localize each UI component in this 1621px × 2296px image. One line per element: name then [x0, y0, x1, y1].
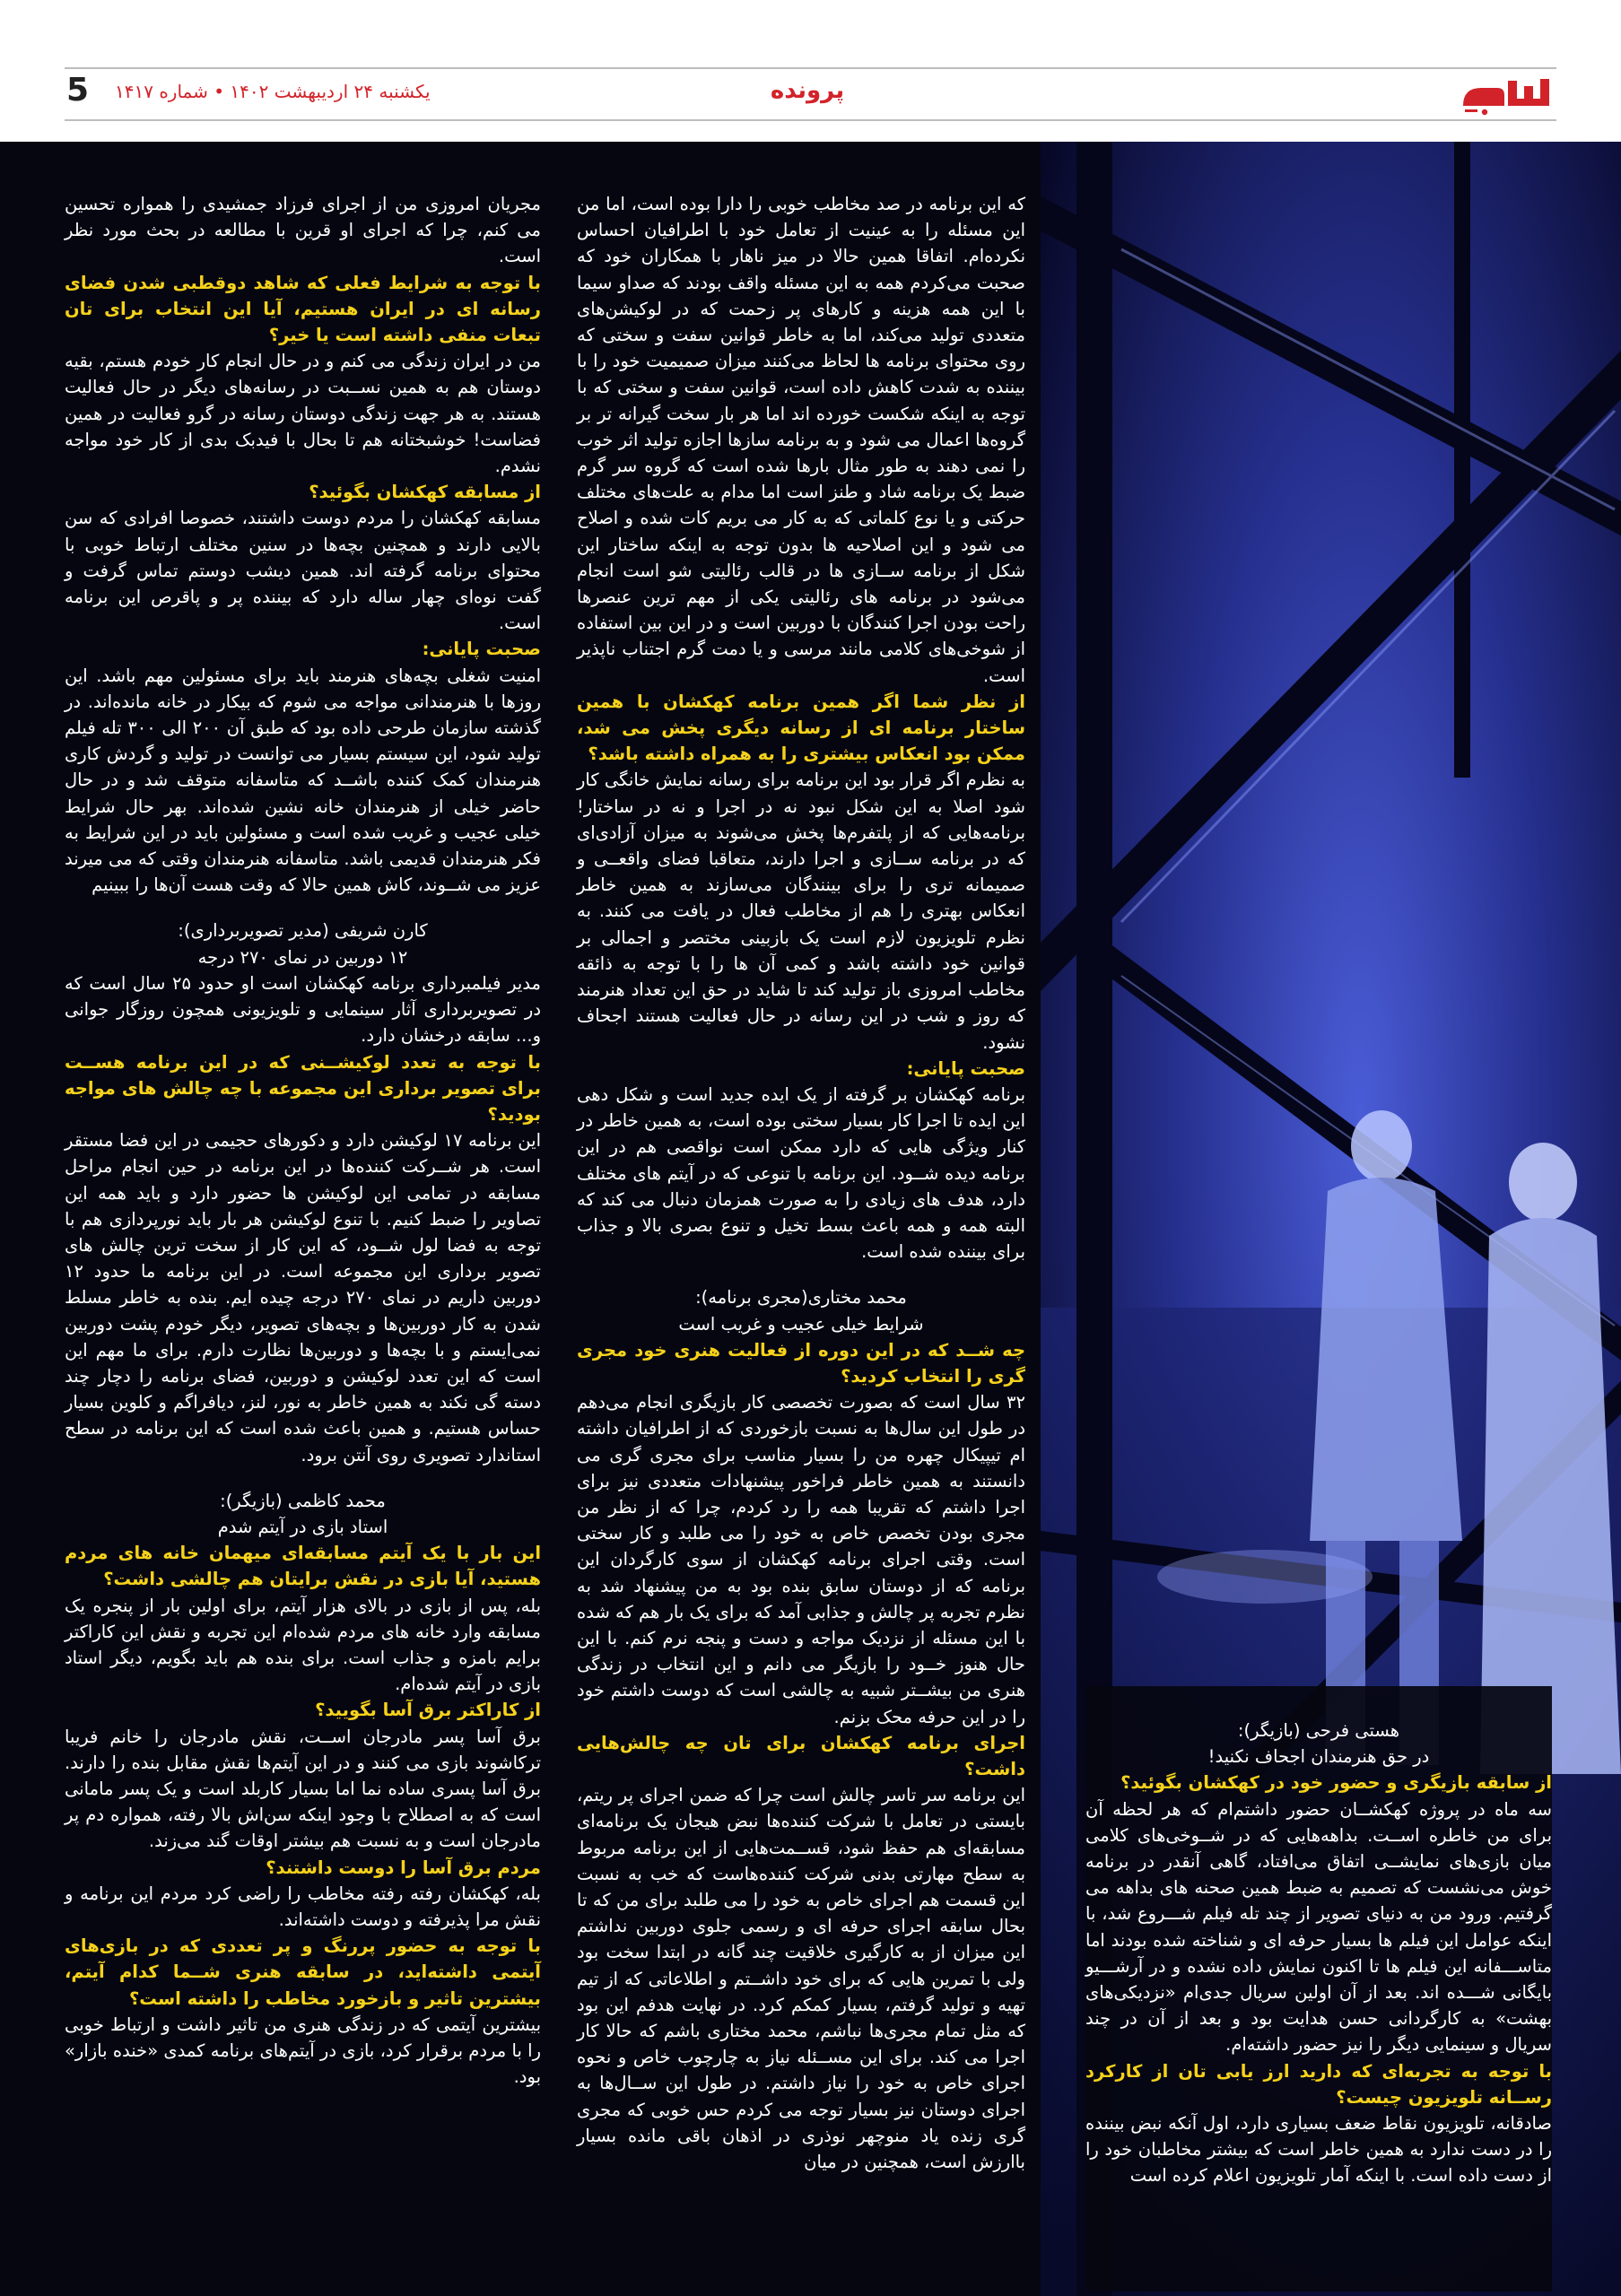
paragraph: مجریان امروزی من از اجرای فرزاد جمشیدی را همواره تحسین می کنم، چرا که اجرای او قرین با مطالعه در بحث مورد نظر است. — [65, 194, 541, 267]
header-rule-bottom — [65, 119, 1556, 121]
issue-date-number: یکشنبه ۲۴ اردیبهشت ۱۴۰۲ • شماره ۱۴۱۷ — [115, 81, 431, 102]
paragraph: که این برنامه در صد مخاطب خوبی را دارا بوده است، اما من این مسئله را به عینیت از تعامل خود با اطرافیان احساس نکرده‌ام. اتفاقا همین حالا در میز ناهار با همکاران خود که صحبت می‌کردم همه به این مسئله واقف بودند که صداو سیما با این همه هزینه و کارهای پر زحمت که در لوکیشن‌های متعددی تولید می‌کند، اما به خاطر قوانین سفت و سختی که روی محتوای برنامه ها لحاظ می‌کنند میزان صمیمیت خود را با بیننده به شدت کاهش داده است، قوانین سفت و سختی که با توجه به اینکه شکست خورده اند اما هر بار سخت گیرانه تر بر گروه‌ها اعمال می شود و به برنامه سازها اجازه تولید اثر خوب را نمی دهند به طور مثال بارها شده است که گروه سر گرم ضبط یک برنامه شاد و طنز است اما مدام به علت‌های مختلف حرکتی و یا نوع کلماتی که به کار می بریم کات شده و اصلاح می شود و این اصلاحیه ها بدون توجه به اینکه ساختار این شکل از برنامه ســازی ها در قالب رئالیتی شو است انجام می‌شود در برنامه های رئالیتی یکی از مهم ترین عنصرها راحت بودن اجرا کنندگان با دوربین است و در این بین استفاده از شوخی‌های کلامی مانند مرسی و یا دمت گرم اجتناب ناپذیر است. — [577, 194, 1025, 686]
paragraph: صادقانه، تلویزیون نقاط ضعف بسیاری دارد، اول آنکه نبض بیننده را در دست ندارد به همین خاطر است که بیشتر مخاطبان خود را از دست داده است. با اینکه آمار تلویزیون اعلام کرده است — [1085, 2113, 1552, 2187]
subheading: صحبت پایانی: — [906, 1057, 1025, 1079]
paragraph: این برنامه سر تاسر چالش است چرا که ضمن اجرای پر ریتم، بایستی در تعامل با شرکت کننده‌ها نبض هیجان یک برنامه‌ای مسابقه‌ای هم حفظ شود، قســمت‌هایی از این برنامه مربوط به سطح مهارتی بدنی شرکت کننده‌هاست که خب به نسبت این قسمت هم اجرای خاص به خود را می طلبد برای من که تا بحال سابقه اجرای حرفه ای و رسمی جلوی دوربین نداشتم این میزان از به کارگیری خلاقیت چند گانه در ابتدا سخت بود ولی با تمرین هایی که برای خود داشــتم و اطلاعاتی که از تیم تهیه و تولید گرفتم، بسیار کمکم کرد. در نهایت هدفم این بود که مثل تمام مجری‌ها نباشم، محمد مختاری باشم که حالا کار اجرا می کند. برای این مســئله نیاز به چارچوب خاص و نحوه اجرای خاص به خود را نیاز داشتم. در طول این ســال‌ها به اجرای دوستان نیز بسیار توجه می کردم حس خوبی که مجری گری زنده یاد منوچهر نوذری در اذهان باقی مانده بسیار باارزش است، همچنین در میان — [577, 1785, 1025, 2173]
interviewee-name: کارن شریفی (مدیر تصویربرداری): — [178, 920, 428, 942]
interviewee-headline: در حق هنرمندان اجحاف نکنید! — [1207, 1746, 1430, 1768]
header-rule-top — [65, 67, 1556, 69]
interview-question: از نظر شما اگر همین برنامه کهکشان با همین ساختار برنامه ای از رسانه دیگری پخش می شد، ممکن بود انعکاس بیشتری را به همراه داشته باشد؟ — [577, 691, 1025, 765]
section-title: پرونده — [770, 77, 845, 104]
paragraph: مدیر فیلمبرداری برنامه کهکشان است او حدود ۲۵ سال است که در تصویربرداری آثار سینمایی و تلویزیونی همچون روزگار جوانی و... سابقه درخشان دارد. — [65, 972, 541, 1047]
paragraph: ۳۲ سال است که بصورت تخصصی کار بازیگری انجام می‌دهم در طول این سال‌ها به نسبت بازخوردی که از اطرافیان داشته ام تیپیکال چهره من را بسیار مناسب برای مجری گری می دانستند به همین خاطر فراخور پیشنهادات متعددی نیز برای اجرا داشتم که تقریبا همه را رد کردم، چرا که از نظر من مجری بودن تخصص خاص به خود را می طلبد و کار سختی است. وقتی اجرای برنامه کهکشان از سوی کارگردان این برنامه که از دوستان سابق بنده بود به من پیشنهاد شد به نظرم تجربه پر چالش و جذابی آمد که برای یک بار هم که شده با این مسئله از نزدیک مواجه و دست و پنجه نرم کنم. با این حال هنوز خــود را بازیگر می دانم و این انتخاب در زندگی هنری من بیشــتر شبیه به چالشی است که دوست داشتم خود را در این حرفه محک بزنم. — [577, 1392, 1025, 1727]
interview-question: با توجه به تجربه‌ای که دارید ارز یابی تان از کارکرد رســانه تلویزیون چیست؟ — [1085, 2060, 1552, 2108]
paragraph: برنامه کهکشان بر گرفته از یک ایده جدید است و شکل دهی این ایده تا اجرا کار بسیار سختی بوده است، به همین خاطر در کنار ویژگی هایی که دارد ممکن است نواقصی هم در این برنامه دیده شــود. این برنامه با تنوعی که در آیتم های مختلف دارد، هدف های زیادی را به صورت همزمان دنبال می کند که البته همه و همه باعث بسط تخیل و تنوع بصری بالا و جذاب برای بیننده شده است. — [577, 1083, 1025, 1263]
article-column-2 — [65, 191, 541, 2090]
page-number: 5 — [66, 72, 90, 109]
article-column-3 — [1085, 1686, 1552, 2292]
interview-question: از مسابقه کهکشان بگوئید؟ — [309, 482, 541, 503]
article-body — [0, 142, 1621, 2296]
paragraph: من در ایران زندگی می کنم و در حال انجام کار خودم هستم، بقیه دوستان هم به همین نســبت در رسانه‌های دیگر در حال فعالیت هستند. به هر جهت زندگی دوستان رسانه در گرو فعالیت در همین فضاست! خوشبختانه هم تا بحال با فیدبک بدی از کار خود مواجه نشدم. — [65, 351, 541, 477]
interview-question: از کاراکتر برق آسا بگویید؟ — [315, 1700, 541, 1721]
interview-question: از سابقه بازیگری و حضور خود در کهکشان بگوئید؟ — [1120, 1772, 1552, 1794]
paragraph: بله، کهکشان رفته رفته مخاطب را راضی کرد مردم این برنامه و نقش مرا پذیرفته و دوست داشته‌اند. — [65, 1883, 541, 1930]
saba-logo — [1458, 68, 1556, 117]
paragraph: این برنامه ۱۷ لوکیشن دارد و دکورهای حجیمی در این فضا مستقر است. هر شــرکت کننده‌ها در این برنامه در حین انجام مراحل مسابقه در تمامی این لوکیشن ها حضور دارد و باید همه این تصاویر را ضبط کنیم. با تنوع لوکیشن هر بار باید نورپردازی هم با توجه به فضا لول شــود، که این کار از سخت ترین چالش های تصویر برداری این مجموعه است. در این برنامه ما حدود ۱۲ دوربین داریم در نمای ۲۷۰ درجه چیده ایم. بنده به خاطر مسلط شدن به کار دوربین‌ها و بچه‌های تصویر، دیگر خودم پشت دوربین نمی‌ایستم و با بچه‌ها و دوربین‌ها نظارت دارم. برای ما مهم این است که این تعدد لوکیشن و دوربین، فضای برنامه را دچار چند دسته گی نکند به همین خاطر به نور، لنز، دیافراگم و کلوین بسیار حساس هستیم. و همین باعث شده است که این برنامه در سطح استاندارد تصویری روی آنتن برود. — [65, 1130, 541, 1465]
paragraph: به نظرم اگر قرار بود این برنامه برای رسانه نمایش خانگی کار شود اصلا به این شکل نبود نه در اجرا و نه در ساختار! برنامه‌هایی که از پلتفرم‌ها پخش می‌شوند به میزان آزادی‌ای که در برنامه ســازی و اجرا دارند، متعاقبا فضای واقعــی و صمیمانه تری را برای بینندگان می‌سازند به همین خاطر انعکاس بهتری را هم از مخاطب فعال در یافت می کنند. به نظرم تلویزیون لازم است یک بازبینی مختصر و اجمالی بر قوانین خود داشته باشد و کمی آن ها را با توجه به ذائقه مخاطب امروزی باز تولید کند تا شاید در حق این تعداد هنرمند که روز و شب در این رسانه در حال فعالیت هستند اجحاف نشود. — [577, 770, 1025, 1053]
interview-question: با توجه به شرایط فعلی که شاهد دوقطبی شدن فضای رسانه ای در ایران هستیم، آیا این انتخاب برای تان تبعات منفی داشته است یا خیر؟ — [65, 272, 541, 346]
interview-question: با توجه به حضور پررنگ و پر تعددی که در بازی‌های آیتمی داشته‌اید، در سابقه هنری شــما کدام آیتم، بیشترین تاثیر و بازخورد مخاطب را داشته است؟ — [65, 1935, 541, 2009]
paragraph: امنیت شغلی بچه‌های هنرمند باید برای مسئولین مهم باشد. این روزها با هنرمندانی مواجه می شوم که بیکار در خانه مانده‌اند. در گذشته سازمان طرحی داده بود که طبق آن ۲۰۰ الی ۳۰۰ تله فیلم تولید شود، این سیستم بسیار می توانست در تولید و گردش کاری هنرمندان کمک کننده باشــد که متاسفانه متوقف شد و در حال حاضر خیلی از هنرمندان خانه نشین شده‌اند. بهر حال شرایط خیلی عجیب و غریب شده است و مسئولین باید در این شرایط به فکر هنرمندان قدیمی باشد. متاسفانه هنرمندان وقتی که می میرند عزیز می شــوند، کاش همین حالا که وقت هست آن‌ها را ببینیم — [65, 665, 541, 896]
page-header — [0, 0, 1621, 142]
interview-question: مردم برق آسا را دوست داشتند؟ — [266, 1857, 541, 1878]
interviewee-name: محمد کاظمی (بازیگر): — [220, 1490, 386, 1511]
paragraph: مسابقه کهکشان را مردم دوست داشتند، خصوصا افرادی که سن بالایی دارند و همچنین بچه‌ها در سنین مختلف ارتباط خوبی با محتوای برنامه گرفته اند. همین دیشب دوستم تماس گرفت و گفت نوه‌ای چهار ساله دارد که بیننده پر و پاقرص این برنامه است. — [65, 508, 541, 634]
subheading: صحبت پایانی: — [422, 639, 541, 660]
paragraph: برق آسا پسر مادرجان اســت، نقش مادرجان را خانم فریبا ترکاشوند بازی می کنند و در این آیتم‌ها نقش مقابل بنده را دارند. برق آسا پسری ساده نما اما بسیار کاربلد است و یک پسر مامانی است که به اصطلاح با وجود اینکه سن‌اش بالا رفته، همواره دم پر مادرجان است و به نسبت هم بیشتر اوقات گند می‌زند. — [65, 1726, 541, 1852]
article-column-1 — [577, 191, 1025, 2175]
interview-question: چه شــد که در این دوره از فعالیت هنری خود مجری گری را انتخاب کردید؟ — [577, 1339, 1025, 1387]
interview-question: اجرای برنامه کهکشان برای تان چه چالش‌هایی داشت؟ — [577, 1732, 1025, 1779]
interview-question: این بار با یک آیتم مسابقه‌ای میهمان خانه های مردم هستید، آیا بازی در نقش برایتان هم چالشی داشت؟ — [65, 1543, 541, 1590]
interview-question: با توجه به تعدد لوکیشــنی که در این برنامه هســت برای تصویر برداری این مجموعه با چه چالش های مواجه بودید؟ — [65, 1051, 541, 1125]
interviewee-name: هستی فرحی (بازیگر): — [1237, 1720, 1400, 1741]
paragraph: بله، پس از بازی در بالای هزار آیتم، برای اولین بار از پنجره یک مسابقه وارد خانه های مردم شده‌ام این تجربه و نقش این کاراکتر برایم بامزه و جذاب است. برای بنده هم باید بگویم، دیگر استاد بازی در آیتم شده‌ام. — [65, 1595, 541, 1695]
interviewee-headline: شرایط خیلی عجیب و غریب است — [678, 1313, 924, 1335]
paragraph: بیشترین آیتمی که در زندگی هنری من تاثیر داشت و ارتباط خوبی را با مردم برقرار کرد، بازی در آیتم‌های برنامه کمدی «خنده بازار» بود. — [65, 2013, 541, 2088]
interviewee-name: محمد مختاری(مجری برنامه): — [695, 1287, 907, 1309]
interviewee-headline: ۱۲ دوربین در نمای ۲۷۰ درجه — [197, 946, 408, 968]
interviewee-headline: استاد بازی در آیتم شدم — [217, 1516, 388, 1537]
paragraph: سه ماه در پروژه کهکشــان حضور داشتم‌ام که هر لحظه آن برای من خاطره اســت. بداهه‌هایی که در شــوخی‌های کلامی میان بازی‌های نمایشــی اتفاق می‌افتاد، گاهی آنقدر در برنامه خوش می‌نشست که تصمیم به ضبط همین صحنه های بداهه می گرفتیم. ورود من به دنیای تصویر از چند تله فیلم شـــروع شد، با اینکه عوامل این فیلم ها بسیار حرفه ای و شناخته شده بودند اما متاســـفانه این فیلم ها تا اکنون نمایش داده نشده و در آرشـــیو بایگانی شـــده اند. بعد از آن اولین سریال جدی‌ام «نزدیکی‌های بهشت» به کارگردانی حسن هدایت بود و بعد از آن در چند سریال و سینمایی دیگر را نیز حضور داشته‌ام. — [1085, 1798, 1552, 2056]
